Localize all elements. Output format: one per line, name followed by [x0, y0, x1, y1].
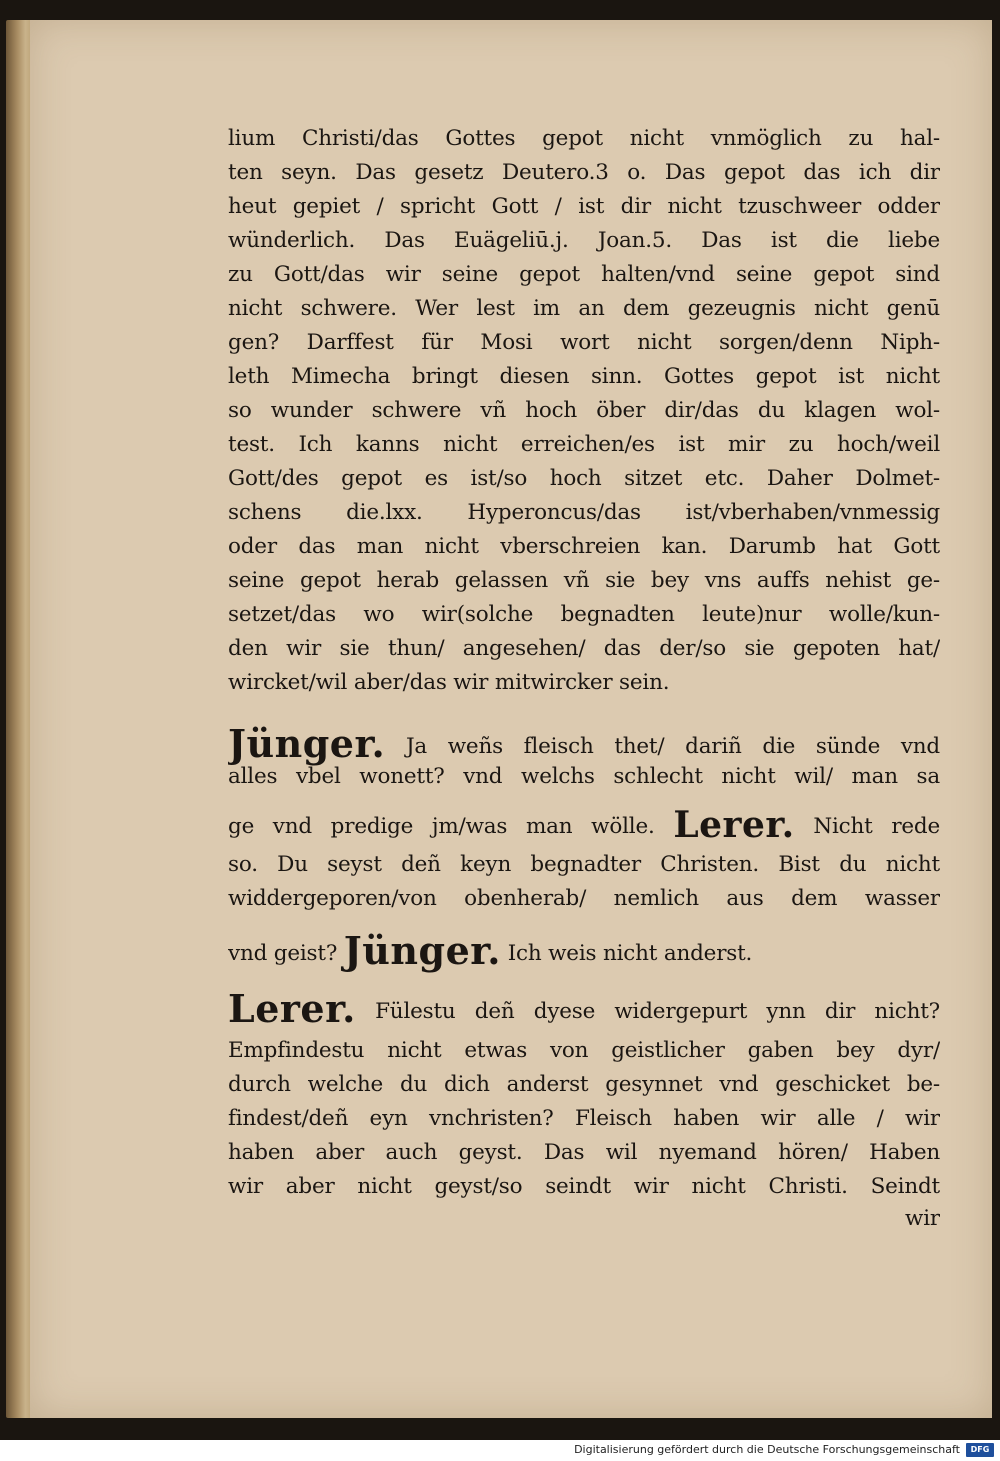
text-line: leth Mimecha bringt diesen sinn. Gottes gepot ist nicht	[228, 364, 940, 389]
text-line: nicht schwere. Wer lest im an dem gezeugnis nicht genū	[228, 296, 940, 321]
text-line: heut gepiet / spricht Gott / ist dir nicht tzuschweer odder	[228, 194, 940, 219]
text-line: wünderlich. Das Euägeliū.j. Joan.5. Das ist die liebe	[228, 228, 940, 253]
dialogue-text: Nicht rede	[813, 814, 940, 839]
dialogue-text: Ich weis nicht anderst.	[507, 941, 753, 966]
text-line: setzet/das wo wir(solche begnadten leute)nur wolle/kun-	[228, 602, 940, 627]
text-line: Gott/des gepot es ist/so hoch sitzet etc. Daher Dolmet-	[228, 466, 940, 491]
dialogue-line	[228, 928, 940, 973]
catchword: wir	[905, 1206, 940, 1231]
speaker-label: Jünger.	[343, 928, 502, 973]
text-line: test. Ich kanns nicht erreichen/es ist mir zu hoch/weil	[228, 432, 940, 457]
dialogue-line: so. Du seyst deñ keyn begnadter Christen. Bist du nicht	[228, 852, 940, 877]
speaker-label: Jünger.	[228, 721, 386, 766]
dfg-logo: DFG	[966, 1443, 994, 1457]
text-line: schens die.lxx. Hyperoncus/das ist/vberhaben/vnmessig	[228, 500, 940, 525]
dialogue-line: haben aber auch geyst. Das wil nyemand hören/ Haben	[228, 1140, 940, 1165]
speaker-label: Lerer.	[673, 804, 795, 846]
dialogue-text: Ja weñs fleisch thet/ dariñ die sünde vnd	[405, 734, 940, 759]
dialogue-line: widdergeporen/von obenherab/ nemlich aus dem wasser	[228, 886, 940, 911]
text-line: wircket/wil aber/das wir mitwircker sein.	[228, 670, 670, 695]
dialogue-line: Empfindestu nicht etwas von geistlicher gaben bey dyr/	[228, 1038, 940, 1063]
dialogue-text: Fülestu deñ dyese widergepurt ynn dir nicht?	[375, 999, 940, 1024]
text-line: oder das man nicht vberschreien kan. Darumb hat Gott	[228, 534, 940, 559]
funding-credit: Digitalisierung gefördert durch die Deutsche Forschungsgemeinschaft	[574, 1443, 960, 1456]
dialogue-line	[228, 986, 940, 1031]
dialogue-line: wir aber nicht geyst/so seindt wir nicht Christi. Seindt	[228, 1174, 940, 1199]
text-line: lium Christi/das Gottes gepot nicht vnmöglich zu hal-	[228, 126, 940, 151]
dialogue-line: durch welche du dich anderst gesynnet vnd geschicket be-	[228, 1072, 940, 1097]
text-line: gen? Darffest für Mosi wort nicht sorgen/denn Niph-	[228, 330, 940, 355]
dialogue-line: alles vbel wonett? vnd welchs schlecht nicht wil/ man sa	[228, 764, 940, 789]
text-line: zu Gott/das wir seine gepot halten/vnd seine gepot sind	[228, 262, 940, 287]
dialogue-text: ge vnd predige jm/was man wölle.	[228, 814, 655, 839]
speaker-label: Lerer.	[228, 986, 356, 1031]
text-line: so wunder schwere vñ hoch öber dir/das du klagen wol-	[228, 398, 940, 423]
dialogue-line	[228, 804, 940, 846]
dialogue-line	[228, 721, 940, 766]
dialogue-text: vnd geist?	[228, 941, 338, 966]
text-line: den wir sie thun/ angesehen/ das der/so sie gepoten hat/	[228, 636, 940, 661]
text-line: ten seyn. Das gesetz Deutero.3 o. Das gepot das ich dir	[228, 160, 940, 185]
text-line: seine gepot herab gelassen vñ sie bey vns auffs nehist ge-	[228, 568, 940, 593]
dialogue-line: findest/deñ eyn vnchristen? Fleisch haben wir alle / wir	[228, 1106, 940, 1131]
footer-bar	[0, 1440, 1000, 1461]
